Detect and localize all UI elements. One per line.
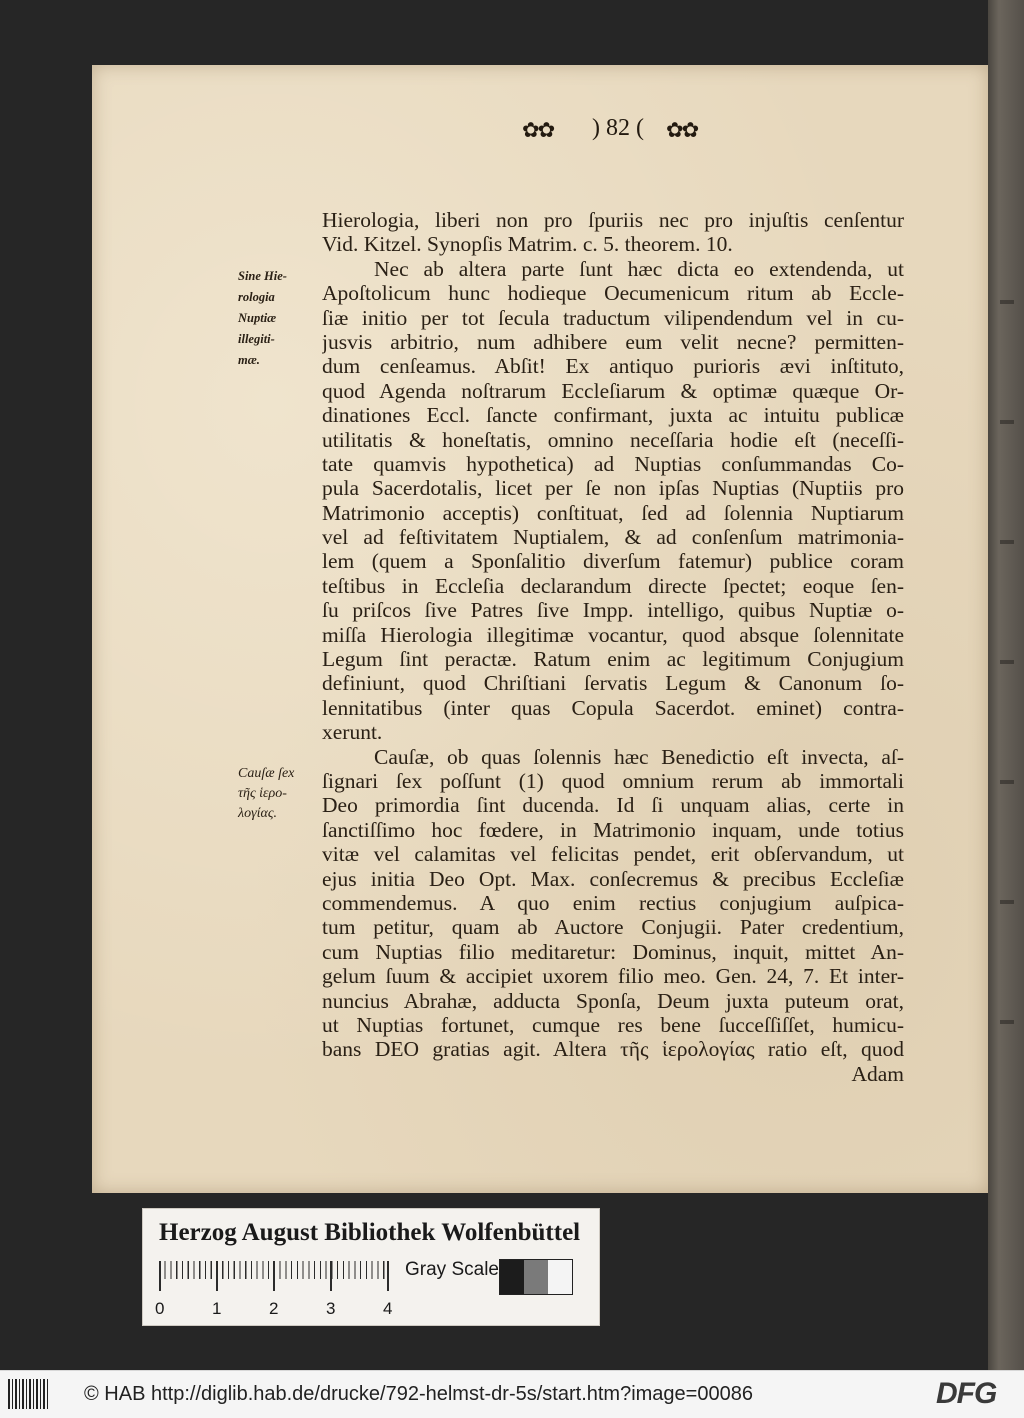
margin-note-sine-hierologia bbox=[238, 266, 287, 371]
text-line: quod Agenda noſtrarum Eccleſiarum & optimæ quæque Or- bbox=[322, 378, 904, 403]
barcode-icon bbox=[8, 1379, 48, 1409]
text-line: Matrimonio acceptis) conſtituat, ſed ad ſolennia Nuptiarum bbox=[322, 500, 904, 525]
text-line: tum petitur, quam ab Auctore Conjugii. Pater credentium, bbox=[322, 915, 904, 940]
text-line: miſſa Hierologia illegitimæ vocantur, quod absque ſolennitate bbox=[322, 622, 904, 647]
text-line: tate quamvis hypothetica) ad Nuptias conſummandas Co- bbox=[322, 451, 904, 476]
text-line: bans DEO gratias agit. Altera τῆς ἱερολογίας ratio eſt, quod bbox=[322, 1037, 904, 1062]
text-line: lennitatibus (inter quas Copula Sacerdot. eminet) contra- bbox=[322, 695, 904, 720]
text-line: gelum ſuum & accipiet uxorem filio meo. Gen. 24, 7. Et inter- bbox=[322, 964, 904, 989]
ruler-label: 0 bbox=[155, 1299, 165, 1318]
margin-note-line: illegiti- bbox=[238, 332, 275, 346]
page-number: ) 82 ( bbox=[592, 115, 644, 141]
footer-url[interactable]: © HAB http://diglib.hab.de/drucke/792-helmst-dr-5s/start.htm?image=00086 bbox=[84, 1383, 753, 1405]
text-line: Cauſæ, ob quas ſolennis hæc Benedictio eſt invecta, aſ- bbox=[374, 744, 904, 769]
gray-swatch-mid bbox=[524, 1260, 548, 1294]
text-line: dinationes Eccl. ſancte confirmant, juxta ac intuitu publicæ bbox=[322, 403, 904, 428]
text-line: Nec ab altera parte ſunt hæc dicta eo extendenda, ut bbox=[374, 256, 904, 281]
text-line: ſignari ſex poſſunt (1) quod omnium rerum ab immortali bbox=[322, 768, 904, 793]
text-line: commendemus. A quo enim rectius conjugium auſpica- bbox=[322, 890, 904, 915]
text-line: nuncius Abrahæ, adducta Sponſa, Deum juxta puteum orat, bbox=[322, 988, 904, 1013]
margin-note-causae-sex bbox=[238, 764, 294, 824]
margin-note-line: Nuptiæ bbox=[238, 311, 277, 325]
text-line: vel ad feſtivitatem Nuptialem, & ad conſenſum matrimonia- bbox=[322, 525, 904, 550]
text-line: dum cenſeamus. Abſit! Ex antiquo purioris ævi inſtituto, bbox=[322, 354, 904, 379]
margin-note-line: rologia bbox=[238, 290, 275, 304]
color-scale-card bbox=[142, 1208, 600, 1326]
ruler-label: 4 bbox=[383, 1299, 393, 1318]
margin-note-line: Cauſæ ſex bbox=[238, 766, 295, 781]
footer-bar bbox=[0, 1370, 1024, 1418]
ornament-right-icon: ✿✿ bbox=[666, 118, 698, 142]
ruler-major-tick bbox=[273, 1261, 275, 1291]
text-line: ſu priſcos ſive Patres ſive Impp. intelligo, quibus Nuptiæ o- bbox=[322, 598, 904, 623]
text-line: Legum ſint peractæ. Ratum enim ac legitimum Conjugium bbox=[322, 647, 904, 672]
text-line: Deo primordia ſint ducenda. Id ſi unquam alias, certe in bbox=[322, 793, 904, 818]
text-line: ſiæ initio per tot ſecula traductum vilipendendum vel in cu- bbox=[322, 305, 904, 330]
gray-swatch-light bbox=[548, 1260, 572, 1294]
gray-scale-swatch bbox=[499, 1259, 573, 1295]
text-line: definiunt, quod Chriſtiani ſervatis Legum & Canonum ſo- bbox=[322, 671, 904, 696]
library-title: Herzog August Bibliothek Wolfenbüttel bbox=[159, 1219, 581, 1246]
text-line: lem (quem a Sponſalitio diverſum fatemur) publice coram bbox=[322, 549, 904, 574]
ruler-label: 2 bbox=[269, 1299, 279, 1318]
ruler-major-tick bbox=[216, 1261, 218, 1291]
book-edge bbox=[988, 0, 1024, 1370]
text-line: ſanctiſſimo hoc fœdere, in Matrimonio inquam, unde totius bbox=[322, 817, 904, 842]
text-line: cum Nuptias filio meditaretur: Dominus, inquit, mittet An- bbox=[322, 939, 904, 964]
ruler-major-tick bbox=[387, 1261, 389, 1291]
text-line: ut Nuptias fortunet, cumque res bene ſucceſſiſſet, humicu- bbox=[322, 1012, 904, 1037]
dfg-logo: DFG bbox=[936, 1377, 997, 1410]
text-line: Vid. Kitzel. Synopſis Matrim. c. 5. theorem. 10. bbox=[322, 232, 733, 257]
ruler-label: 3 bbox=[326, 1299, 336, 1318]
gray-scale-label: Gray Scale bbox=[405, 1259, 499, 1280]
page-header bbox=[430, 112, 730, 152]
margin-note-line: λογίας. bbox=[238, 806, 277, 821]
text-line: Hierologia, liberi non pro ſpuriis nec pro injuſtis cenſentur bbox=[322, 208, 904, 232]
text-line: xerunt. bbox=[322, 720, 383, 745]
gray-swatch-dark bbox=[500, 1260, 524, 1294]
catchword: Adam bbox=[851, 1061, 904, 1086]
text-line: teſtibus in Eccleſia declarandum directe ſpectet; eoque ſen- bbox=[322, 573, 904, 598]
text-line: jusvis arbitrio, num adhibere eum velit necne? permitten- bbox=[322, 329, 904, 354]
ornament-left-icon: ✿✿ bbox=[522, 118, 554, 142]
text-line: utilitatis & honeſtatis, omnino neceſſaria hodie eſt (neceſſi- bbox=[322, 427, 904, 452]
margin-note-line: τῆς ἱερο- bbox=[238, 786, 287, 801]
text-line: pula Sacerdotalis, licet per ſe non ipſas Nuptias (Nuptiis pro bbox=[322, 476, 904, 501]
ruler-major-tick bbox=[159, 1261, 161, 1291]
margin-note-line: mæ. bbox=[238, 353, 260, 367]
body-text bbox=[322, 208, 904, 1086]
margin-note-line: Sine Hie- bbox=[238, 269, 287, 283]
ruler-major-tick bbox=[330, 1261, 332, 1291]
text-line: ejus initia Deo Opt. Max. conſecremus & precibus Eccleſiæ bbox=[322, 866, 904, 891]
text-line: vitæ vel calamitas vel felicitas pendet, erit obſervandum, ut bbox=[322, 842, 904, 867]
ruler-label: 1 bbox=[212, 1299, 222, 1318]
text-line: Apoſtolicum hunc hodieque Oecumenicum ritum ab Eccle- bbox=[322, 281, 904, 306]
